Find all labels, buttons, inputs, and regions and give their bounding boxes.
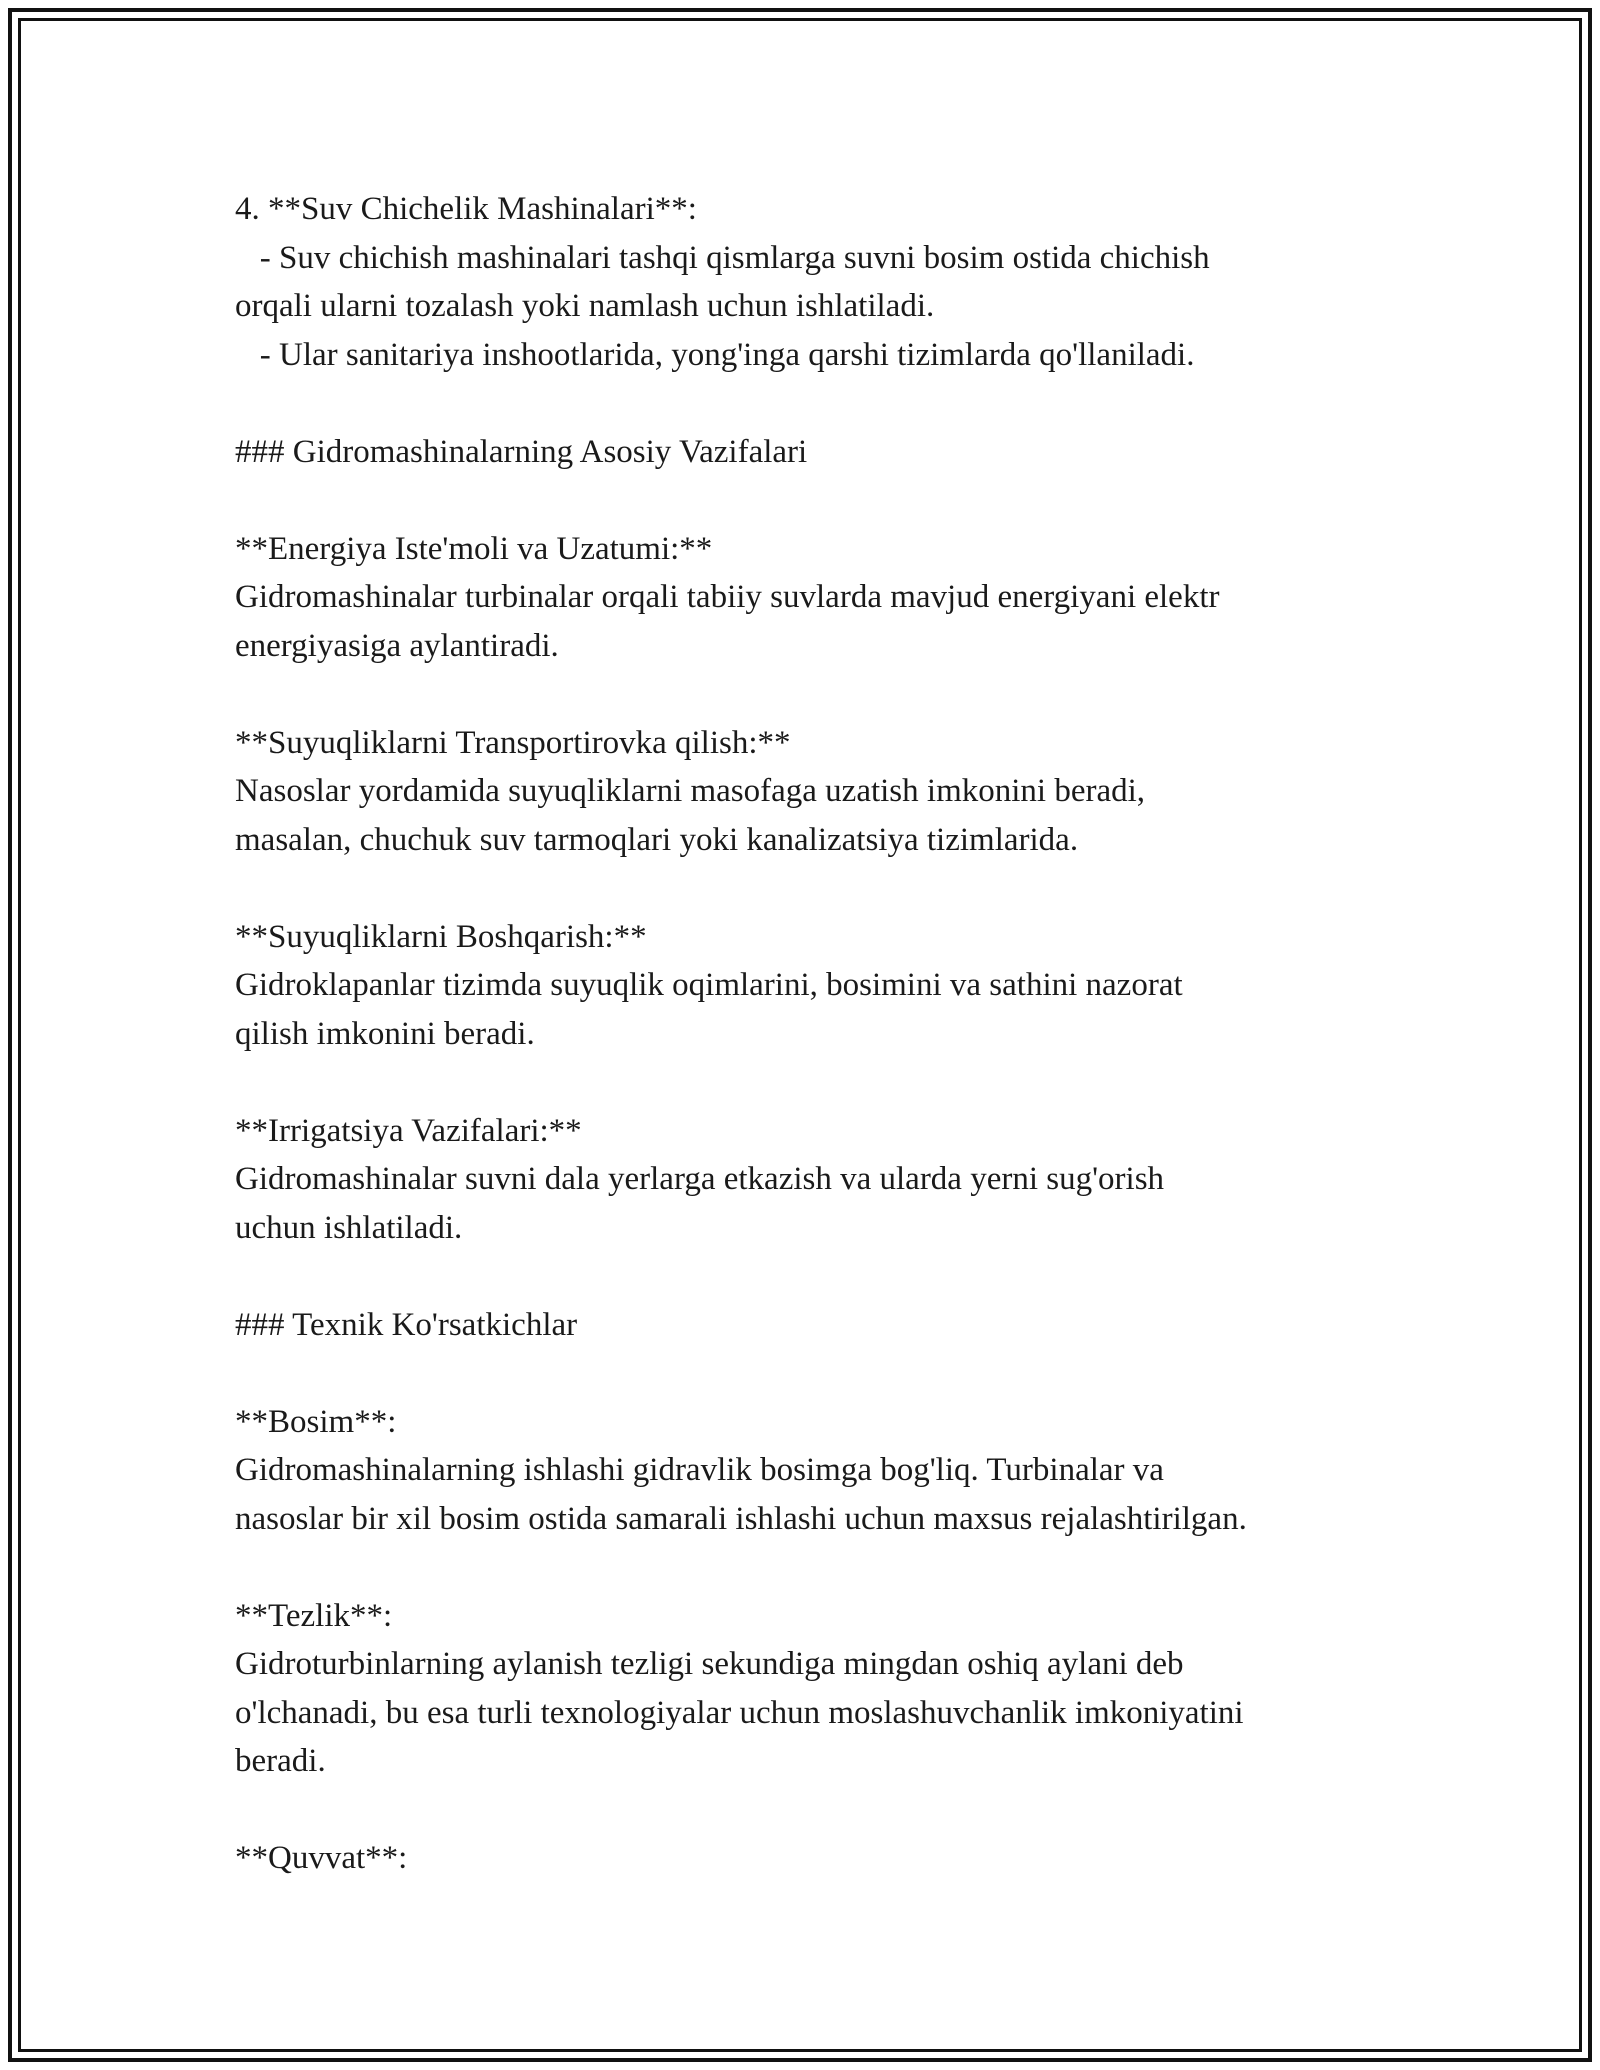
text-line: energiyasiga aylantiradi. bbox=[235, 627, 559, 664]
text-line: Nasoslar yordamida suyuqliklarni masofaga uzatish imkonini beradi, bbox=[235, 773, 1146, 809]
text-line: qilish imkonini beradi. bbox=[235, 1015, 535, 1052]
subheading: **Bosim**: bbox=[235, 1403, 397, 1440]
text-line: Gidromashinalarning ishlashi gidravlik bosimga bog'liq. Turbinalar va bbox=[235, 1452, 1164, 1488]
text-line: beradi. bbox=[235, 1743, 326, 1779]
text-line: orqali ularni tozalash yoki namlash uchun ishlatiladi. bbox=[235, 288, 935, 324]
subheading: **Tezlik**: bbox=[235, 1597, 393, 1634]
text-line: uchun ishlatiladi. bbox=[235, 1209, 463, 1246]
section-heading: ### Gidromashinalarning Asosiy Vazifalari bbox=[235, 433, 808, 470]
text-line: Gidroklapanlar tizimda suyuqlik oqimlarini, bosimini va sathini nazorat bbox=[235, 967, 1183, 1003]
section-heading: ### Texnik Ko'rsatkichlar bbox=[235, 1306, 578, 1343]
blank-line bbox=[235, 864, 1385, 913]
text-line: Gidromashinalar suvni dala yerlarga etkazish va ularda yerni sug'orish bbox=[235, 1161, 1165, 1197]
blank-line bbox=[235, 1252, 1385, 1301]
blank-line bbox=[235, 1543, 1385, 1592]
text-line: o'lchanadi, bu esa turli texnologiyalar uchun moslashuvchanlik imkoniyatini bbox=[235, 1694, 1244, 1731]
list-item-bullet: - Ular sanitariya inshootlarida, yong'inga qarshi tizimlarda qo'llaniladi. bbox=[235, 336, 1195, 373]
text-line: nasoslar bir xil bosim ostida samarali ishlashi uchun maxsus rejalashtirilgan. bbox=[235, 1500, 1247, 1537]
subheading: **Quvvat**: bbox=[235, 1840, 408, 1876]
subheading: **Energiya Iste'moli va Uzatumi:** bbox=[235, 530, 713, 567]
subheading: **Irrigatsiya Vazifalari:** bbox=[235, 1112, 582, 1149]
subheading: **Suyuqliklarni Transportirovka qilish:** bbox=[235, 724, 791, 761]
blank-line bbox=[235, 1058, 1385, 1107]
blank-line bbox=[235, 476, 1385, 525]
subheading: **Suyuqliklarni Boshqarish:** bbox=[235, 918, 647, 955]
text-line: Gidromashinalar turbinalar orqali tabiiy suvlarda mavjud energiyani elektr bbox=[235, 579, 1220, 615]
list-item-heading: 4. **Suv Chichelik Mashinalari**: bbox=[235, 191, 697, 227]
document-body bbox=[235, 185, 1385, 1883]
blank-line bbox=[235, 1349, 1385, 1398]
text-line: masalan, chuchuk suv tarmoqlari yoki kanalizatsiya tizimlarida. bbox=[235, 821, 1079, 858]
list-item-bullet: - Suv chichish mashinalari tashqi qismlarga suvni bosim ostida chichish bbox=[235, 239, 1210, 276]
blank-line bbox=[235, 379, 1385, 428]
blank-line bbox=[235, 670, 1385, 719]
text-line: Gidroturbinlarning aylanish tezligi sekundiga mingdan oshiq aylani deb bbox=[235, 1646, 1184, 1682]
blank-line bbox=[235, 1786, 1385, 1835]
